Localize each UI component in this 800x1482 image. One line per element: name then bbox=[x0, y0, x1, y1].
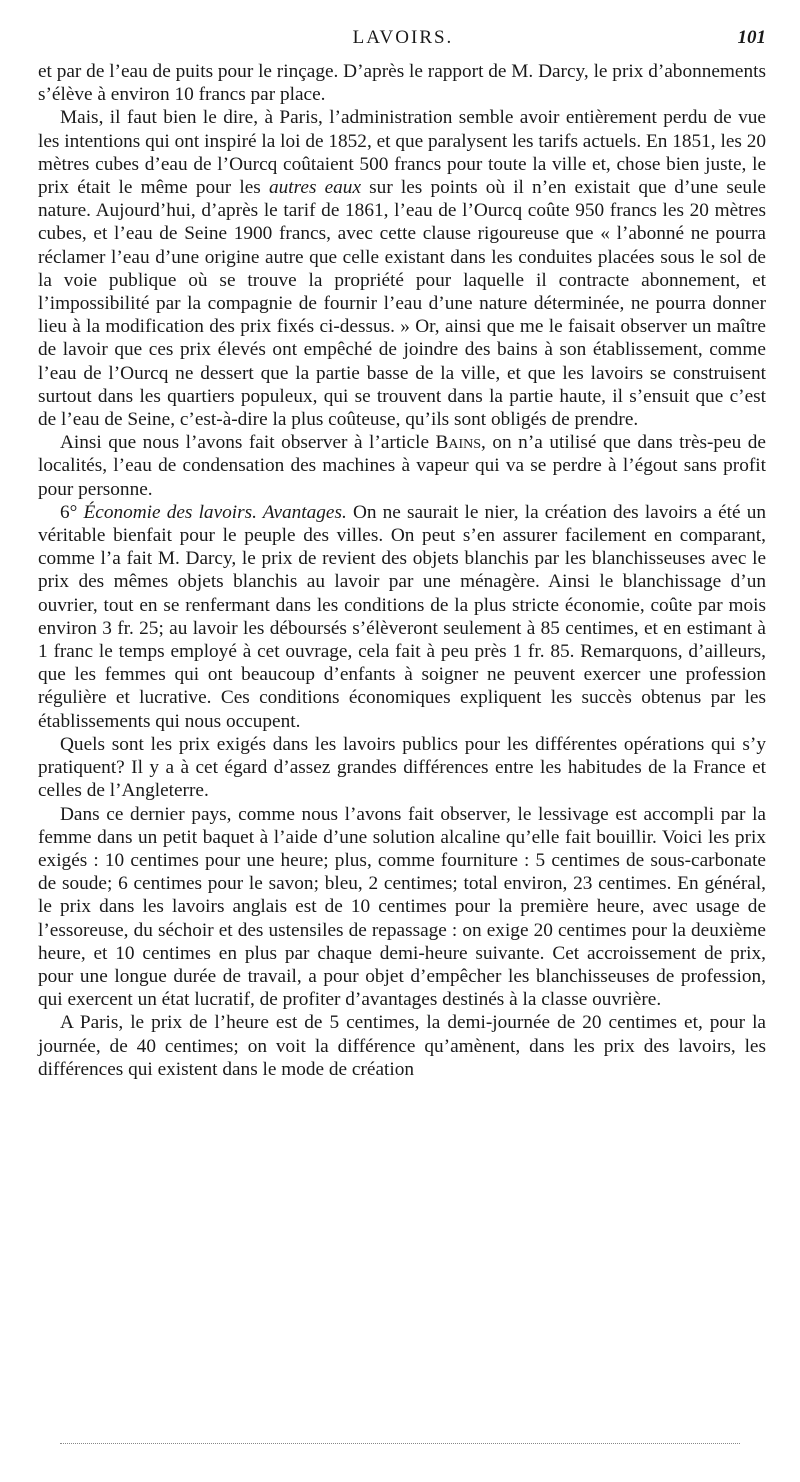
page-number: 101 bbox=[737, 27, 766, 48]
paragraph-text: Ainsi que nous l’avons fait observer à l’article bbox=[60, 432, 436, 454]
body-text bbox=[38, 60, 766, 1081]
section-heading: Économie des lavoirs. Avantages. bbox=[83, 501, 347, 523]
paragraph-text: sur les points où il n’en existait que d’une seule nature. Aujourd’hui, d’après le tarif de 1861, l’eau de l’Ourcq coûte 950 francs les 20 mètres cubes, et l’eau de Seine 1900 francs, avec cette clause rigoureuse que « l’abonné ne pourra réclamer l’eau d’une origine autre que celle existant dans les conduites placées sous le sol de la voie publique où se trouve la propriété pour laquelle il contracte abonnement, et l’impossibilité par la compagnie de fournir l’eau d’une nature déterminée, ne pourra donner lieu à la modification des prix fixés ci-dessus. » Or, ainsi que me le faisait observer un maître de lavoir que ces prix élevés ont empêché de joindre des bains à son établissement, comme l’eau de l’Ourcq ne dessert que la partie basse de la ville, et que les lavoirs se construisent surtout dans les quartiers populeux, qui se trouvent dans la partie haute, il s’ensuit que c’est de l’eau de Seine, c’est-à-dire la plus coûteuse, qu’ils sont obligés de prendre. bbox=[38, 177, 766, 431]
paragraph-text: Mais, il faut bien le dire, à Paris, l’administration semble avoir entièrement perdu de vue les intentions qui ont inspiré la loi de 1852, et que paralysent les tarifs actuels. En 1851, les 20 mètres cubes d’eau de l’Ourcq coûtaient 500 francs pour toute la ville et, chose bien juste, le prix était le même pour les bbox=[38, 107, 766, 199]
paragraph-text: , on n’a utilisé que dans très-peu de localités, l’eau de condensation des machines à vapeur qui va se perdre à l’égout sans profit pour personne. bbox=[38, 432, 766, 500]
section-number: 6° bbox=[60, 501, 84, 523]
paragraph-economy-section bbox=[38, 501, 766, 733]
paragraph-prices-question: Quels sont les prix exigés dans les lavoirs publics pour les différentes opérations qui s’y pratiquent? Il y a à cet égard d’assez grandes différences entre les habitudes de la France et celles de l’Angleterre. bbox=[38, 733, 766, 802]
paragraph-continuation: et par de l’eau de puits pour le rinçage. D’après le rapport de M. Darcy, le prix d’abonnements s’élève à environ 10 francs par place. bbox=[38, 61, 766, 106]
running-title: LAVOIRS. bbox=[352, 27, 454, 48]
footer-dotted-rule bbox=[60, 1443, 740, 1444]
paragraph-paris-tariffs bbox=[38, 106, 766, 431]
cross-reference: Bains bbox=[435, 432, 482, 454]
paragraph-paris-prices: A Paris, le prix de l’heure est de 5 centimes, la demi-journée de 20 centimes et, pour la journée, de 40 centimes; on voit la différence qu’amènent, dans les prix des lavoirs, les différences qui existent dans le mode de création bbox=[38, 1012, 766, 1080]
paragraph-text: On ne saurait le nier, la création des lavoirs a été un véritable bienfait pour le peuple des villes. On peut s’en assurer facilement en comparant, comme l’a fait M. Darcy, le prix de revient des objets blanchis par les blanchisseuses avec le prix des mêmes objets blanchis au lavoir par une ménagère. Ainsi le blanchissage d’un ouvrier, tout en se renfermant dans les conditions de la plus stricte économie, coûte par mois environ 3 fr. 25; au lavoir les déboursés s’élèveront seulement à 85 centimes, et en estimant à 1 franc le temps employé à cet ouvrage, cela fait à peu près 1 fr. 85. Remarquons, d’ailleurs, que les femmes qui ont beaucoup d’enfants à soigner ne peuvent exercer une profession régulière et lucrative. Ces conditions économiques expliquent les succès obtenus par les établissements qui nous occupent. bbox=[38, 501, 767, 732]
paragraph-condensation-water bbox=[38, 431, 766, 501]
page-header bbox=[40, 27, 766, 51]
emphasis-text: autres eaux bbox=[268, 177, 362, 199]
paragraph-england-prices: Dans ce dernier pays, comme nous l’avons fait observer, le lessivage est accompli par la femme dans un petit baquet à l’aide d’une solution alcaline qu’elle fait bouillir. Voici les prix exigés : 10 centimes pour une heure; plus, comme fourniture : 5 centimes de sous-carbonate de soude; 6 centimes pour le savon; bleu, 2 centimes; total environ, 23 centimes. En général, le prix dans les lavoirs anglais est de 10 centimes pour la première heure, avec usage de l’essoreuse, du séchoir et des ustensiles de repassage : on exige 20 centimes pour la deuxième heure, et 10 centimes en plus par chaque demi-heure suivante. Cet accroissement de prix, pour une longue durée de travail, a pour objet d’empêcher les blanchisseuses de profession, qui exercent un état lucratif, de profiter d’avantages destinés à la classe ouvrière. bbox=[38, 803, 766, 1011]
